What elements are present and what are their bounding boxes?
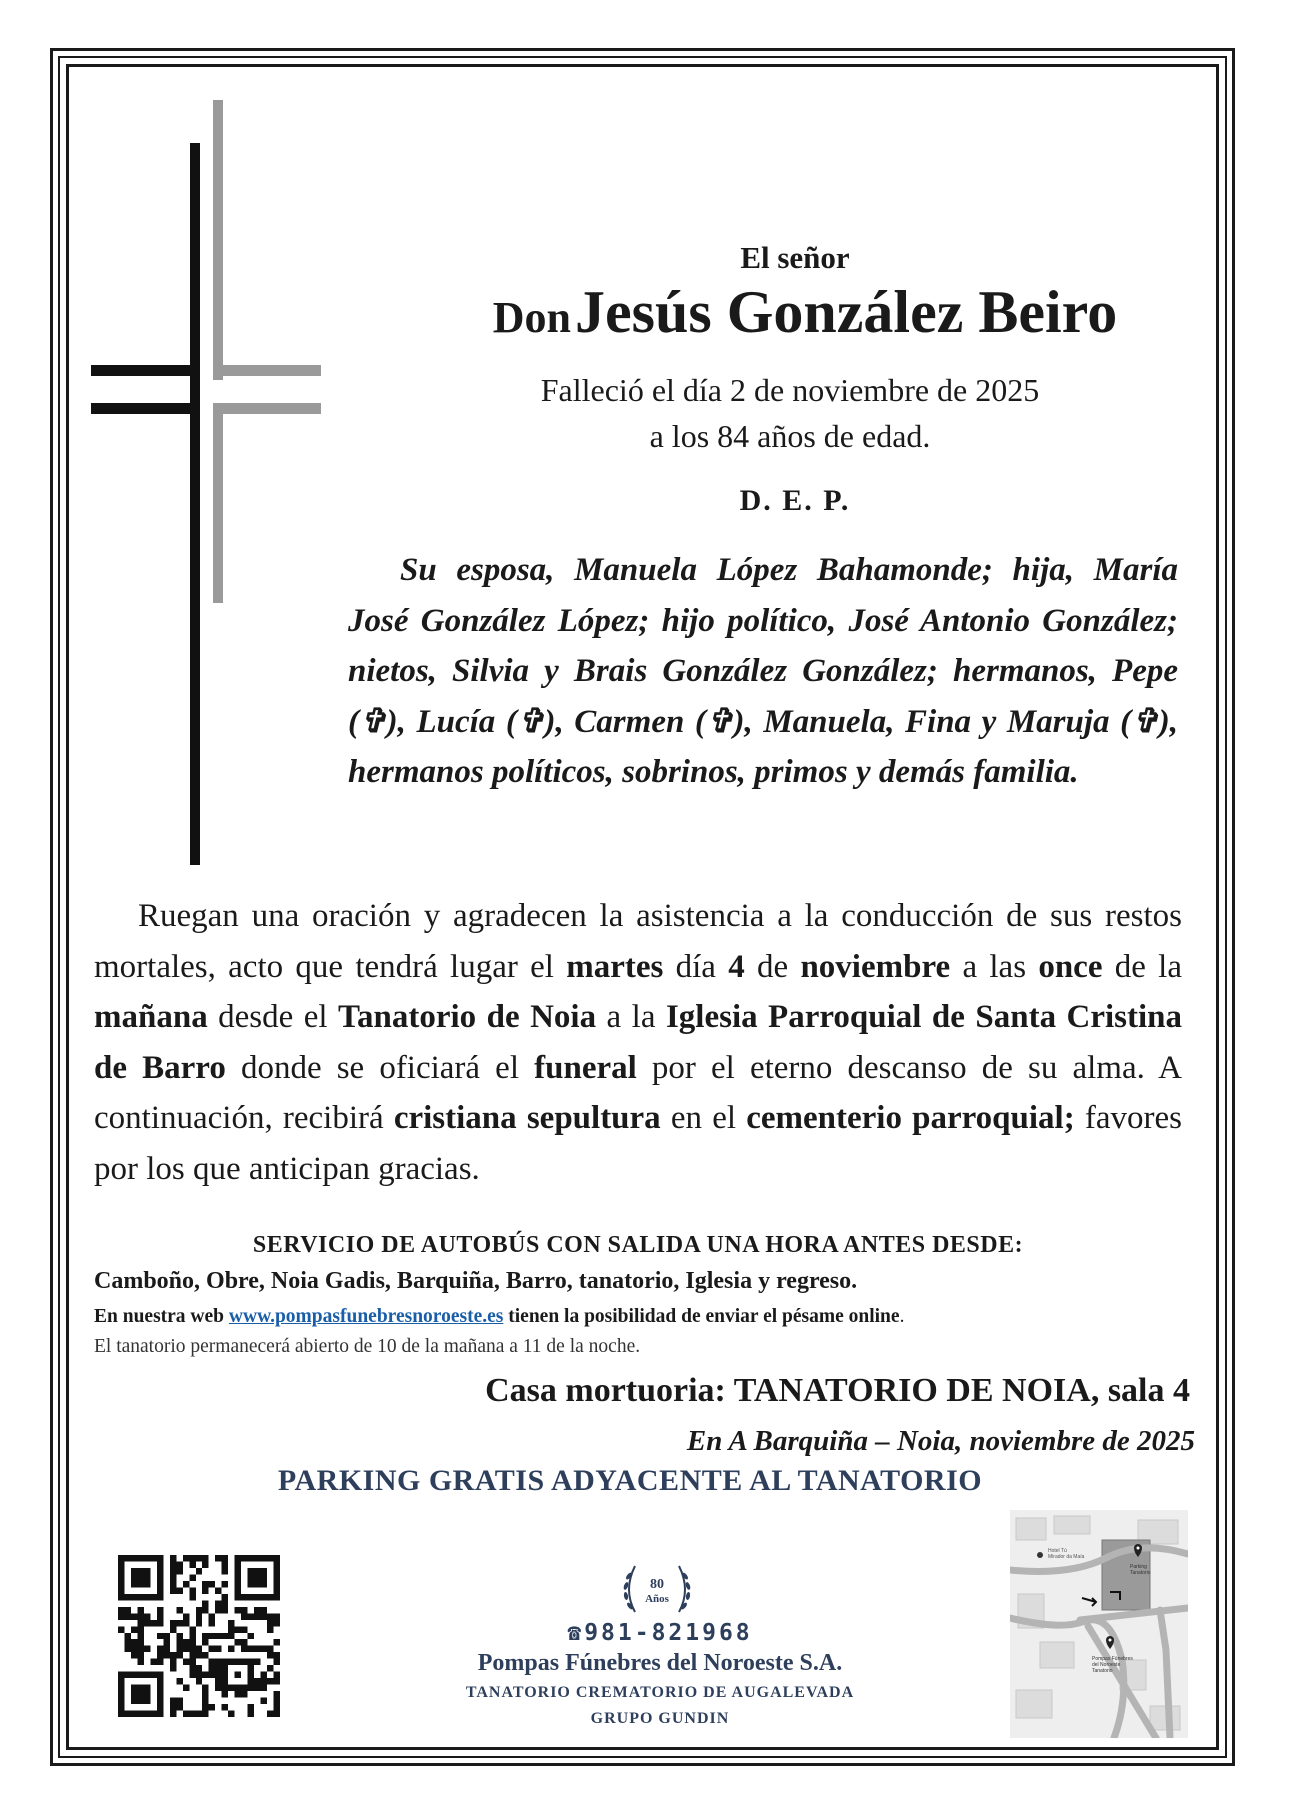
bus-service-stops: Camboño, Obre, Noia Gadis, Barquiña, Barro, tanatorio, Iglesia y regreso. (94, 1268, 858, 1294)
bus-service-title: SERVICIO DE AUTOBÚS CON SALIDA UNA HORA ANTES DESDE: (252, 1232, 1024, 1258)
svg-text:Mirador da Maía: Mirador da Maía (1048, 1554, 1085, 1560)
deceased-name-line (390, 278, 1220, 347)
group-name: GRUPO GUNDIN (590, 1710, 730, 1727)
age: a los 84 años de edad. (649, 418, 931, 454)
location-map[interactable] (1010, 1510, 1188, 1738)
svg-text:Pompas Fúnebres: Pompas Fúnebres (1092, 1656, 1133, 1662)
funeral-home-room: Casa mortuoria: TANATORIO DE NOIA, sala 4 (485, 1372, 1190, 1409)
death-date: Falleció el día 2 de noviembre de 2025 (540, 372, 1040, 408)
deceased-name: Jesús González Beiro (575, 279, 1118, 345)
place-date: En A Barquiña – Noia, noviembre de 2025 (686, 1425, 1195, 1457)
parking-notice: PARKING GRATIS ADYACENTE AL TANATORIO (277, 1464, 983, 1497)
website-link[interactable]: www.pompasfunebresnoroeste.es (228, 1306, 504, 1327)
rip-abbreviation: D. E. P. (739, 484, 851, 517)
family-list: Su esposa, Manuela López Bahamonde; hija, María José González López; hijo político, José Antonio González; nietos, Silvia y Brais González González; hermanos, Pepe (✞), Lucía (✞), Carmen (✞), Manuela, Fina y Maruja (✞), hermanos políticos, sobrinos, primos y demás familia. (348, 552, 1178, 790)
opening-hours: El tanatorio permanecerá abierto de 10 de la mañana a 11 de la noche. (94, 1336, 641, 1357)
emblem-number: 80 (650, 1577, 664, 1592)
web-condolence-line: En nuestra web www.pompasfunebresnoroeste.es tienen la posibilidad de enviar el pésame online. (94, 1306, 905, 1327)
laurel-wreath-icon (617, 1550, 697, 1630)
svg-text:Parking: Parking (1130, 1564, 1147, 1570)
phone-icon: ☎ (567, 1620, 585, 1646)
company-name: Pompas Fúnebres del Noroeste S.A. (477, 1650, 843, 1676)
crematorium-name: TANATORIO CREMATORIO DE AUGALEVADA (465, 1684, 855, 1701)
svg-text:del Noroeste: del Noroeste (1092, 1662, 1121, 1668)
phone-number: 981-821968 (584, 1620, 753, 1646)
qr-code[interactable] (118, 1555, 280, 1717)
ceremony-paragraph: Ruegan una oración y agradecen la asistencia a la conducción de sus restos mortales, acto que tendrá lugar el martes día 4 de noviembre a las once de la mañana desde el Tanatorio de Noia a la Iglesia Parroquial de Santa Cristina de Barro donde se oficiará el funeral por el eterno descanso de su alma. A continuación, recibirá cristiana sepultura en el cementerio parroquial; favores por los que anticipan gracias. (94, 898, 1183, 1187)
phone-line[interactable] (500, 1620, 820, 1646)
svg-text:Tanatorio: Tanatorio (1130, 1570, 1151, 1576)
svg-text:Hotel Tú: Hotel Tú (1048, 1548, 1067, 1554)
name-prefix: Don (492, 293, 572, 342)
emblem-text: Años (645, 1593, 669, 1605)
intro-title: El señor (740, 240, 850, 275)
svg-text:Tanatorio: Tanatorio (1092, 1668, 1113, 1674)
